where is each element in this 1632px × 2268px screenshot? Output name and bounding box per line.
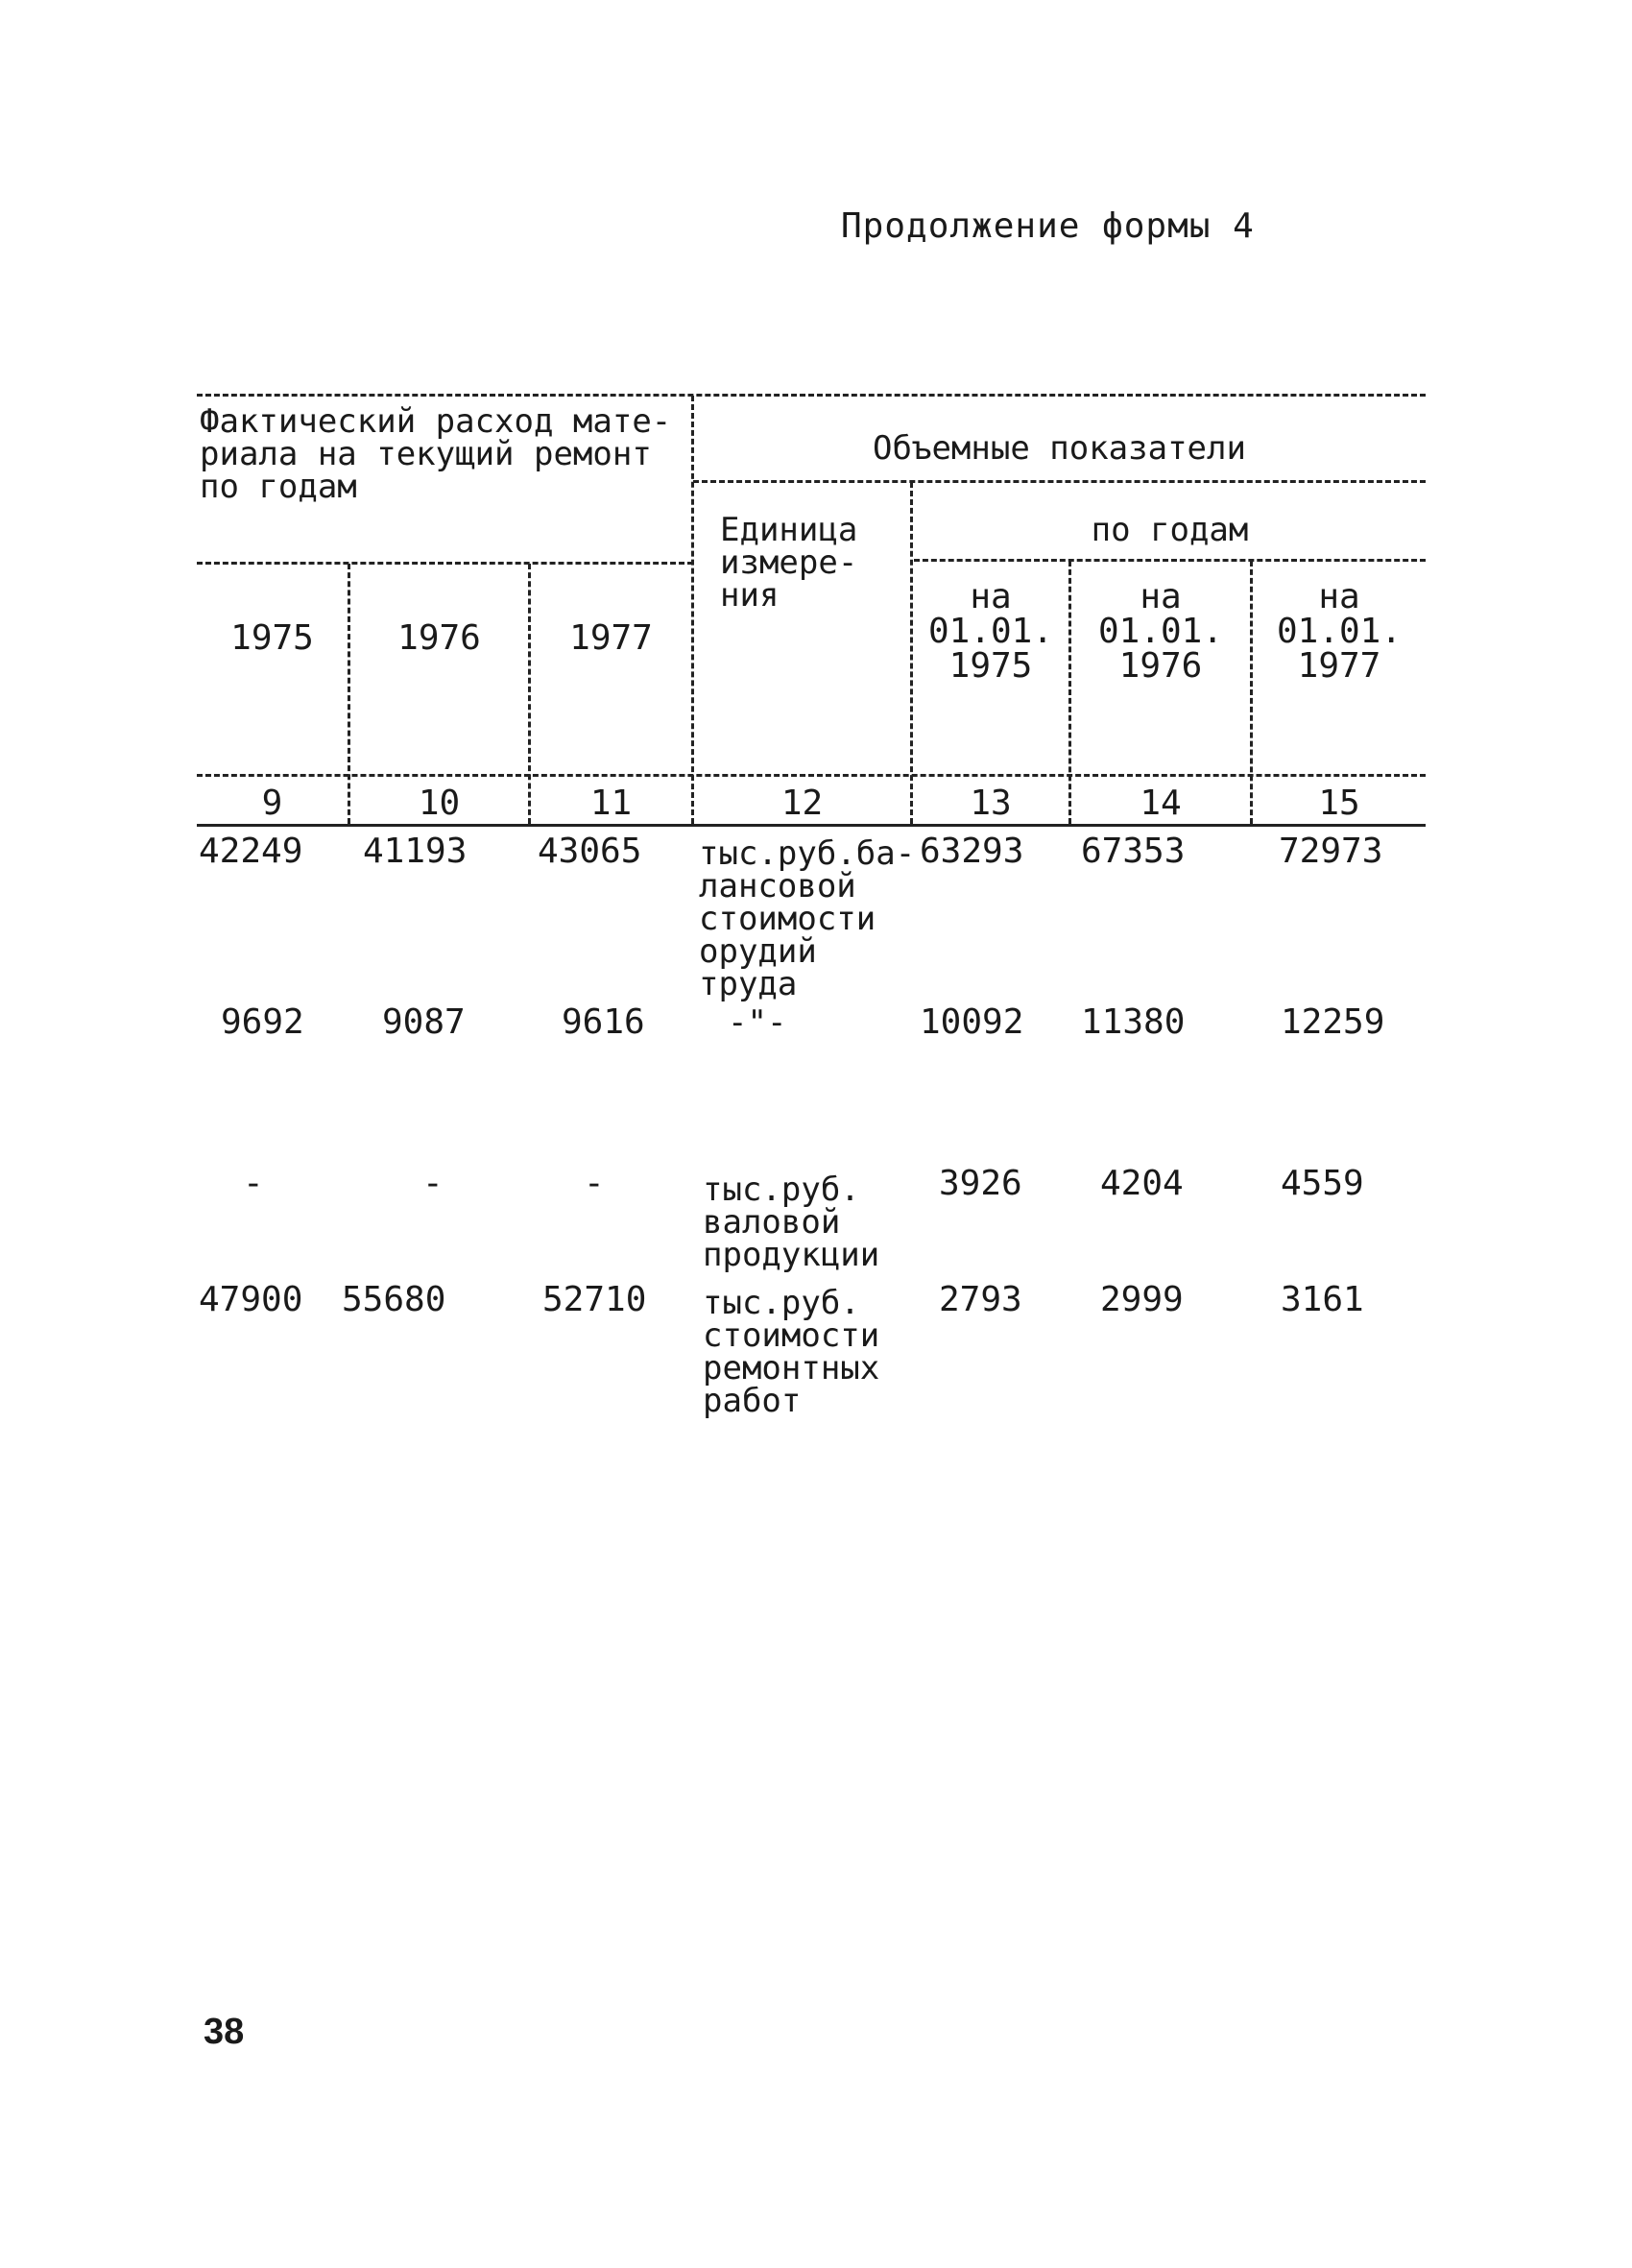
table-row-4-col14: 2999 (1100, 1280, 1184, 1319)
header-unit: Единица измере- ния (720, 511, 858, 615)
table-row-1-col10: 41193 (363, 832, 468, 871)
column-number-10: 10 (418, 784, 461, 823)
header-bottom-line (197, 774, 1426, 777)
header-date-1977: на 01.01. 1977 (1276, 577, 1403, 686)
table-row-3-col10: - (422, 1164, 444, 1203)
table-row-4-unit: тыс.руб. стоимости ремонтных работ (703, 1284, 880, 1420)
column-number-15: 15 (1318, 784, 1360, 823)
table-row-3-col13: 3926 (939, 1164, 1022, 1203)
table-row-1-unit: тыс.руб.ба- лансовой стоимости орудий труда (699, 834, 916, 1003)
column-number-9: 9 (261, 784, 283, 823)
table-row-1-col9: 42249 (199, 832, 303, 871)
table-top-line (197, 394, 1426, 397)
table-row-3-col11: - (584, 1164, 605, 1203)
table-row-2-col11: 9616 (562, 1002, 645, 1042)
column-numbers-bottom-line (197, 824, 1426, 827)
page-number: 38 (204, 2012, 245, 2052)
table-row-4-col13: 2793 (939, 1280, 1022, 1319)
table-row-2-col9: 9692 (221, 1002, 304, 1042)
group-divider-right (693, 480, 1426, 483)
table-row-2-col10: 9087 (382, 1002, 466, 1042)
table-row-3-col14: 4204 (1100, 1164, 1184, 1203)
column-number-13: 13 (970, 784, 1012, 823)
header-year-1975: 1975 (230, 618, 314, 658)
table-row-2-unit: -"- (728, 1003, 787, 1042)
table-row-3-col9: - (243, 1164, 264, 1203)
header-date-1975: на 01.01. 1975 (927, 577, 1054, 686)
table-row-2-col13: 10092 (920, 1002, 1024, 1042)
table-row-2-col14: 11380 (1081, 1002, 1186, 1042)
col-divider-9-10 (348, 564, 350, 824)
page-title: Продолжение формы 4 (841, 206, 1255, 246)
header-year-1976: 1976 (397, 618, 481, 658)
table-row-4-col15: 3161 (1281, 1280, 1364, 1319)
col-divider-10-11 (528, 564, 531, 824)
table-row-2-col15: 12259 (1281, 1002, 1385, 1042)
table-row-4-col10: 55680 (342, 1280, 446, 1319)
table-row-3-unit: тыс.руб. валовой продукции (703, 1170, 880, 1274)
table-row-3-col15: 4559 (1281, 1164, 1364, 1203)
header-year-1977: 1977 (569, 618, 653, 658)
years-divider-right (914, 559, 1426, 562)
table-row-1-col14: 67353 (1081, 832, 1186, 871)
column-number-14: 14 (1140, 784, 1182, 823)
column-number-12: 12 (780, 784, 824, 823)
years-divider-left (197, 562, 693, 565)
table-row-4-col9: 47900 (199, 1280, 303, 1319)
header-actual-consumption: Фактический расход мате- риала на текущий ремонт по годам (200, 402, 672, 506)
table-row-1-col11: 43065 (538, 832, 642, 871)
table-row-1-col15: 72973 (1279, 832, 1383, 871)
header-date-1976: на 01.01. 1976 (1097, 577, 1224, 686)
header-volume-indicators: Объемные показатели (873, 429, 1246, 468)
table-row-4-col11: 52710 (542, 1280, 647, 1319)
header-by-years: по годам (1091, 511, 1249, 549)
table-row-1-col13: 63293 (920, 832, 1024, 871)
column-number-11: 11 (589, 784, 633, 823)
